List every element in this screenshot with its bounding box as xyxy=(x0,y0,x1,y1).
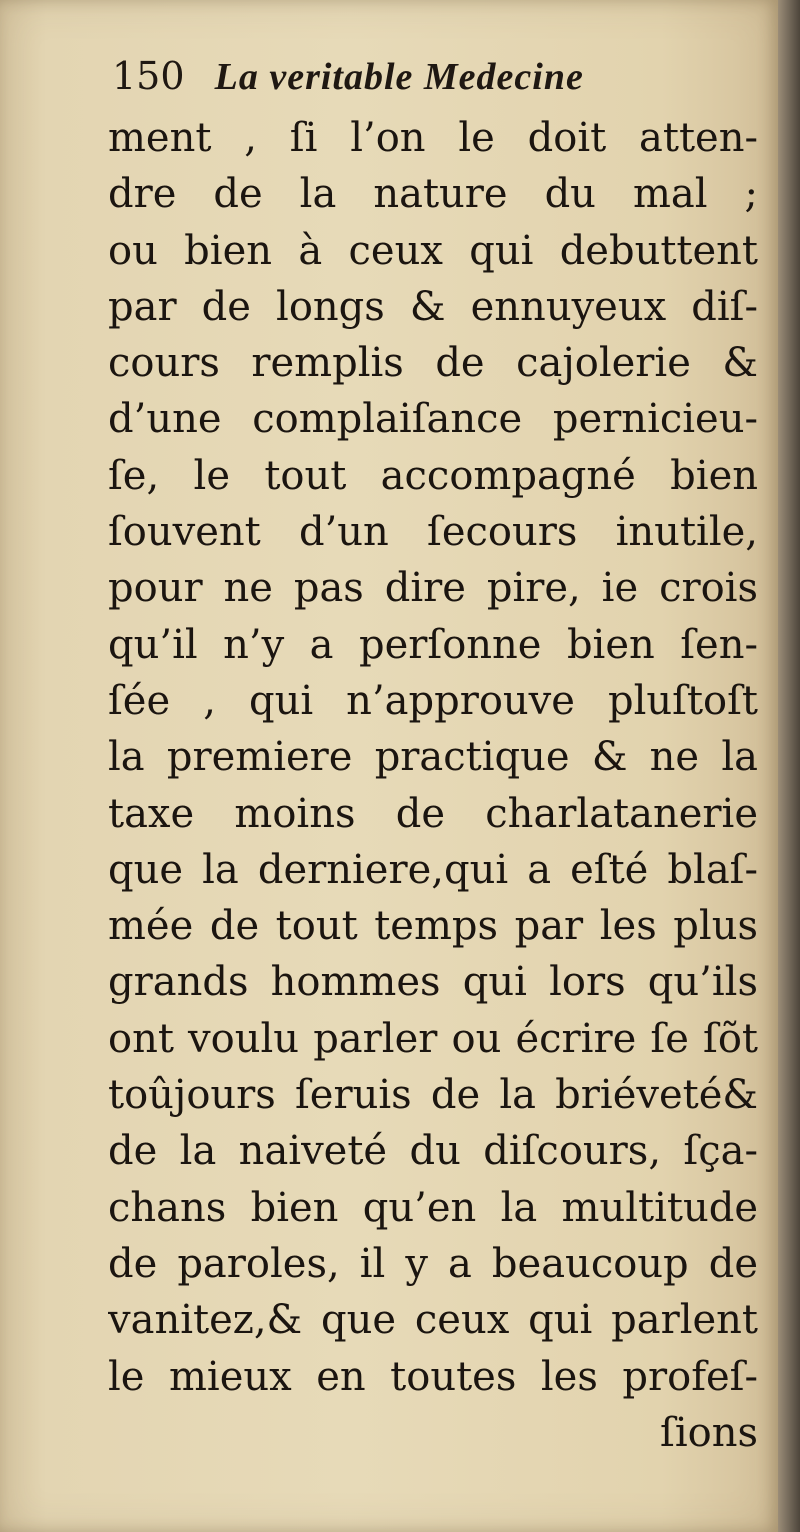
text-line: de la naiveté du diſcours, ſça- xyxy=(108,1128,758,1175)
text-line: ou bien à ceux qui debuttent xyxy=(108,227,758,274)
text-line: ſe, le tout accompagné bien xyxy=(108,452,758,499)
text-line: de paroles, il y a beaucoup de xyxy=(108,1240,758,1287)
text-line: taxe moins de charlatanerie xyxy=(108,790,758,837)
text-line: ment , ſi l’on le doit atten- xyxy=(108,115,758,161)
text-line: dre de la nature du mal ; xyxy=(108,171,758,218)
text-line: le mieux en toutes les profeſ- xyxy=(108,1353,758,1400)
text-line: mée de tout temps par les plus xyxy=(108,903,758,950)
text-line: par de longs & ennuyeux diſ- xyxy=(108,283,758,330)
page-number: 150 xyxy=(112,54,185,98)
text-line: pour ne pas dire pire, ie crois xyxy=(108,565,758,612)
page-header xyxy=(112,50,752,102)
text-line: vanitez,& que ceux qui parlent xyxy=(108,1297,758,1344)
text-line: d’une complaiſance pernicieu- xyxy=(108,396,758,443)
text-line: qu’il n’y a perſonne bien ſen- xyxy=(108,621,758,668)
catchword: ſions xyxy=(660,1409,758,1456)
text-line: ſouvent d’un ſecours inutile, xyxy=(108,509,758,556)
text-line: chans bien qu’en la multitude xyxy=(108,1184,758,1231)
text-line: grands hommes qui lors qu’ils xyxy=(108,959,758,1006)
text-line: la premiere practique & ne la xyxy=(108,734,758,781)
text-line: toûjours ſeruis de la briéveté& xyxy=(108,1072,758,1119)
text-line: que la derniere,qui a eſté blaſ- xyxy=(108,846,758,893)
text-line: cours remplis de cajolerie & xyxy=(108,340,758,387)
body-text xyxy=(108,110,758,1460)
text-line: ont voulu parler ou écrire ſe ſõt xyxy=(108,1015,758,1062)
running-title: La veritable Medecine xyxy=(214,56,584,98)
page-edge-shadow xyxy=(778,0,800,1532)
text-line: ſée , qui n’approuve pluſtoſt xyxy=(108,677,758,724)
